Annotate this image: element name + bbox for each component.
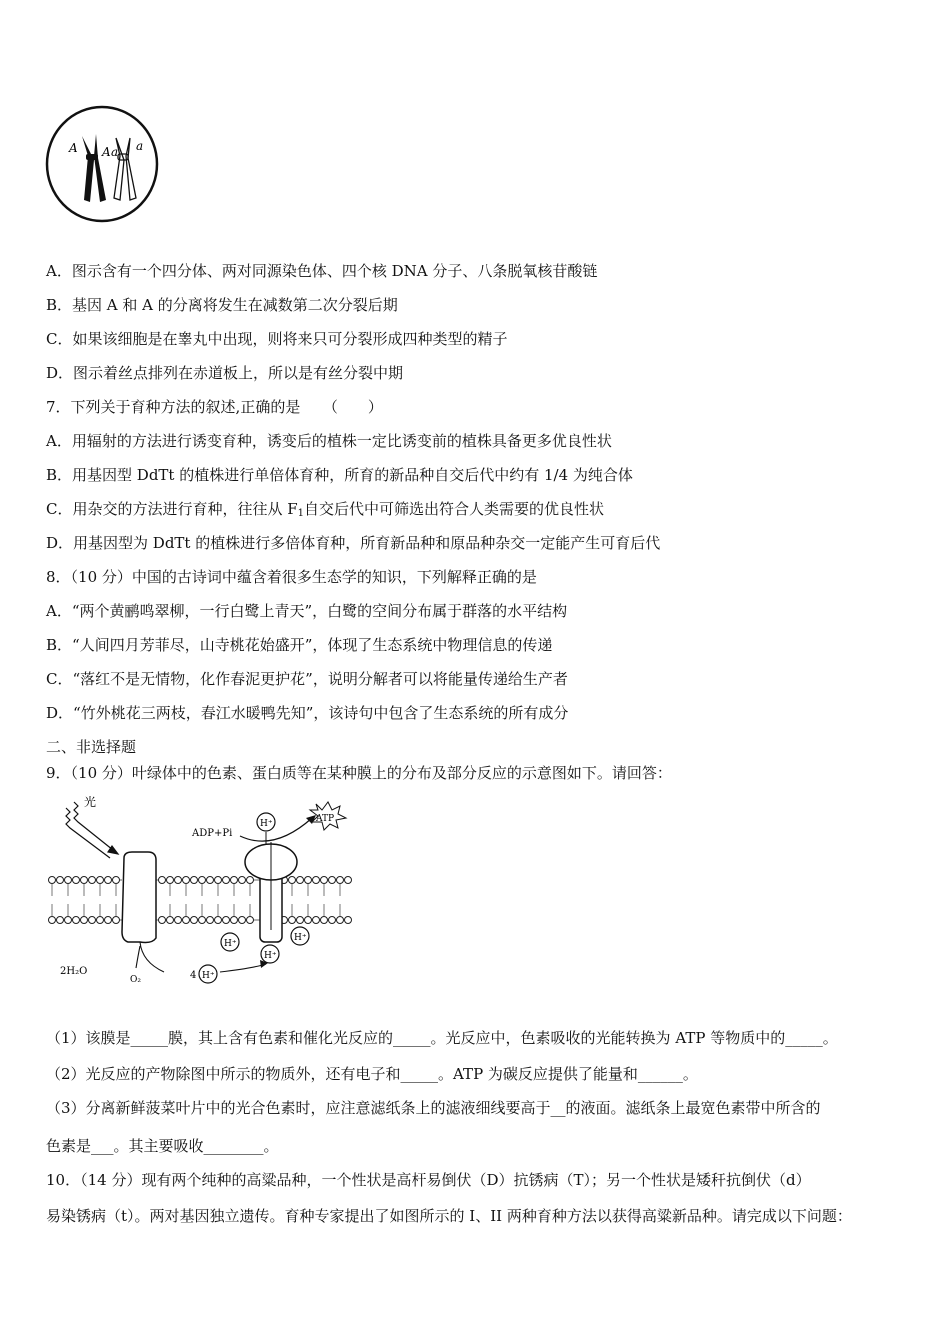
- q9-part-3a: （3）分离新鲜菠菜叶片中的光合色素时，应注意滤纸条上的滤液细线要高于__的液面。滤纸条上最宽色素带中所含的: [46, 1099, 821, 1117]
- q9-stem: 9．（10 分）叶绿体中的色素、蛋白质等在某种膜上的分布及部分反应的示意图如下。请回答：: [46, 764, 672, 782]
- water-label: 2H₂O: [60, 966, 88, 977]
- section-heading: 二、非选择题: [46, 738, 137, 756]
- q6-option-a: A．图示含有一个四分体、两对同源染色体、四个核 DNA 分子、八条脱氧核苷酸链: [46, 262, 598, 280]
- q7-option-c-pre: C．用杂交的方法进行育种，往往从 F: [46, 500, 298, 518]
- q7-option-d: D．用基因型为 DdTt 的植株进行多倍体育种，所育新品种和原品种杂交一定能产生可育后代: [46, 534, 661, 552]
- q7-option-b: B．用基因型 DdTt 的植株进行单倍体育种，所育的新品种自交后代中约有 1/4 为纯合体: [46, 466, 633, 484]
- q8-option-b: B．“人间四月芳菲尽，山寺桃花始盛开”，体现了生态系统中物理信息的传递: [46, 636, 553, 654]
- proton-lumen-4: [199, 965, 217, 983]
- atp-starburst: [310, 802, 346, 830]
- water-arrow: [140, 942, 164, 972]
- svg-text:H⁺: H⁺: [260, 819, 273, 829]
- q8-option-c: C．“落红不是无情物，化作春泥更护花”，说明分解者可以将能量传递给生产者: [46, 670, 568, 688]
- oxygen-arrow: [136, 946, 140, 968]
- atp-arrow: [240, 818, 312, 841]
- q6-option-b: B．基因 A 和 A 的分离将发生在减数第二次分裂后期: [46, 296, 398, 314]
- proton-lumen-1: [221, 933, 239, 951]
- proton-flow-arrow: [220, 964, 266, 972]
- q9-part-1: （1）该膜是_____膜，其上含有色素和催化光反应的_____。光反应中，色素吸收的光能转换为 ATP 等物质中的_____。: [46, 1029, 838, 1047]
- q6-option-c: C．如果该细胞是在睾丸中出现，则将来只可分裂形成四种类型的精子: [46, 330, 508, 348]
- q7-stem: 7．下列关于育种方法的叙述,正确的是 （ ）: [46, 398, 383, 416]
- allele-label-1: A: [69, 141, 78, 155]
- svg-text:ATP: ATP: [316, 814, 335, 824]
- light-rays: [66, 802, 118, 858]
- light-label: 光: [84, 796, 97, 809]
- svg-text:H⁺: H⁺: [294, 933, 307, 943]
- allele-label-4: a: [136, 139, 144, 153]
- photosystem-protein: [122, 852, 156, 943]
- cell-chromosome-figure: [44, 104, 162, 224]
- allele-label-2: A: [102, 145, 111, 159]
- svg-text:H⁺: H⁺: [264, 951, 277, 961]
- q9-part-3b: 色素是___。其主要吸收________。: [46, 1137, 279, 1155]
- q8-option-d: D．“竹外桃花三两枝，春江水暖鸭先知”，该诗句中包含了生态系统的所有成分: [46, 704, 569, 722]
- q7-option-a: A．用辐射的方法进行诱变育种，诱变后的植株一定比诱变前的植株具备更多优良性状: [46, 432, 612, 450]
- q7-option-c-post: 自交后代中可筛选出符合人类需要的优良性状: [304, 500, 605, 518]
- proton-lumen-3: [261, 945, 279, 963]
- lipid-tails: [52, 884, 340, 916]
- lipid-heads: [49, 877, 352, 924]
- q10-line-2: 易染锈病（t）。两对基因独立遗传。育种专家提出了如图所示的 I、II 两种育种方法以获得高粱新品种。请完成以下问题：: [46, 1207, 852, 1225]
- thylakoid-membrane-figure: [44, 796, 364, 996]
- allele-label-3: a: [111, 145, 119, 159]
- q10-line-1: 10．（14 分）现有两个纯种的高粱品种，一个性状是高杆易倒伏（D）抗锈病（T）；另一个性状是矮秆抗倒伏（d）: [46, 1171, 811, 1189]
- oxygen-label: O₂: [130, 975, 141, 985]
- svg-text:H⁺: H⁺: [202, 971, 215, 981]
- lipid-bilayer: [48, 880, 350, 920]
- q7-option-c-subscript: 1: [297, 508, 305, 519]
- q8-stem: 8．（10 分）中国的古诗词中蕴含着很多生态学的知识，下列解释正确的是: [46, 568, 537, 586]
- q8-option-a: A．“两个黄鹂鸣翠柳，一行白鹭上青天”，白鹭的空间分布属于群落的水平结构: [46, 602, 568, 620]
- atp-synthase: [245, 842, 297, 942]
- svg-text:H⁺: H⁺: [224, 939, 237, 949]
- adp-label: ADP+Pi: [192, 828, 233, 839]
- proton-top: [257, 813, 275, 844]
- four-label: 4: [190, 970, 197, 981]
- q7-option-c: [46, 499, 604, 524]
- cell-membrane: [47, 107, 157, 221]
- q9-part-2: （2）光反应的产物除图中所示的物质外，还有电子和_____。ATP 为碳反应提供了能量和______。: [46, 1065, 698, 1083]
- q6-option-d: D．图示着丝点排列在赤道板上，所以是有丝分裂中期: [46, 364, 404, 382]
- proton-lumen-2: [291, 927, 309, 945]
